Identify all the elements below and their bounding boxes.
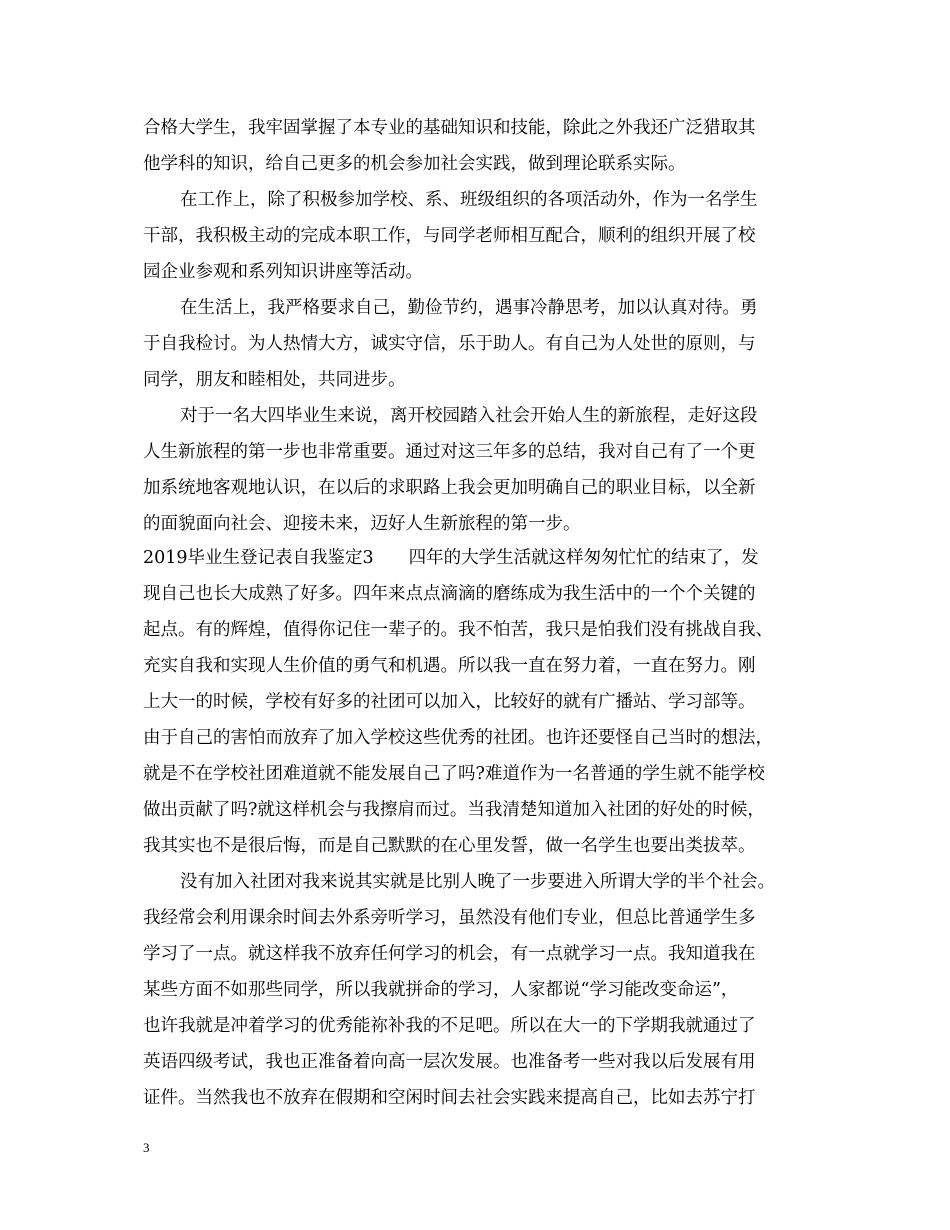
text-line: 园企业参观和系列知识讲座等活动。 xyxy=(143,262,423,282)
text-line: 干部，我积极主动的完成本职工作，与同学老师相互配合，顺利的组织开展了校 xyxy=(143,226,756,246)
text-line: 合格大学生，我牢固掌握了本专业的基础知识和技能，除此之外我还广泛猎取其 xyxy=(143,118,756,138)
text-line: 加系统地客观地认识，在以后的求职路上我会更加明确自己的职业目标，以全新 xyxy=(143,478,756,498)
text-line: 在生活上，我严格要求自己，勤俭节约，遇事冷静思考，加以认真对待。勇 xyxy=(180,298,758,318)
text-line: 现自己也长大成熟了好多。四年来点点滴滴的磨练成为我生活中的一个个关键的 xyxy=(143,584,756,604)
text-line: 没有加入社团对我来说其实就是比别人晚了一步要进入所谓大学的半个社会。 xyxy=(180,872,775,892)
text-line: 学习了一点。就这样我不放弃任何学习的机会，有一点就学习一点。我知道我在 xyxy=(143,944,756,964)
text-line: 的面貌面向社会、迎接未来，迈好人生新旅程的第一步。 xyxy=(143,514,581,534)
text-line: 他学科的知识，给自己更多的机会参加社会实践，做到理论联系实际。 xyxy=(143,154,686,174)
text-line: 对于一名大四毕业生来说，离开校园踏入社会开始人生的新旅程，走好这段 xyxy=(180,406,758,426)
text-line: 同学，朋友和睦相处，共同进步。 xyxy=(143,370,406,390)
text-line: 于自我检讨。为人热情大方，诚实守信，乐于助人。有自己为人处世的原则，与 xyxy=(143,334,756,354)
text-line: 上大一的时候，学校有好多的社团可以加入，比较好的就有广播站、学习部等。 xyxy=(143,692,756,712)
text-line: 某些方面不如那些同学，所以我就拼命的学习，人家都说“学习能改变命运”， xyxy=(143,980,739,1000)
section-heading-line: 2019毕业生登记表自我鉴定3 四年的大学生活就这样匆匆忙忙的结束了，发 xyxy=(143,548,759,568)
text-line: 充实自我和实现人生价值的勇气和机遇。所以我一直在努力着，一直在努力。刚 xyxy=(143,656,756,676)
text-line: 我其实也不是很后悔，而是自己默默的在心里发誓，做一名学生也要出类拔萃。 xyxy=(143,836,756,856)
text-line: 英语四级考试，我也正准备着向高一层次发展。也准备考一些对我以后发展有用 xyxy=(143,1052,756,1072)
text-line: 就是不在学校社团难道就不能发展自己了吗?难道作为一名普通的学生就不能学校 xyxy=(143,764,765,784)
text-line: 也许我就是冲着学习的优秀能祢补我的不足吧。所以在大一的下学期我就通过了 xyxy=(143,1016,756,1036)
page-number: 3 xyxy=(143,1140,150,1155)
text-line: 起点。有的辉煌，值得你记住一辈子的。我不怕苦，我只是怕我们没有挑战自我、 xyxy=(143,620,773,640)
text-line: 由于自己的害怕而放弃了加入学校这些优秀的社团。也许还要怪自己当时的想法， xyxy=(143,728,773,748)
text-line: 在工作上，除了积极参加学校、系、班级组织的各项活动外，作为一名学生 xyxy=(180,190,758,210)
text-line: 做出贡献了吗?就这样机会与我擦肩而过。当我清楚知道加入社团的好处的时候， xyxy=(143,800,765,820)
text-line: 我经常会利用课余时间去外系旁听学习，虽然没有他们专业，但总比普通学生多 xyxy=(143,908,756,928)
text-line: 人生新旅程的第一步也非常重要。通过对这三年多的总结，我对自己有了一个更 xyxy=(143,442,756,462)
text-line: 证件。当然我也不放弃在假期和空闲时间去社会实践来提高自己，比如去苏宁打 xyxy=(143,1088,756,1108)
